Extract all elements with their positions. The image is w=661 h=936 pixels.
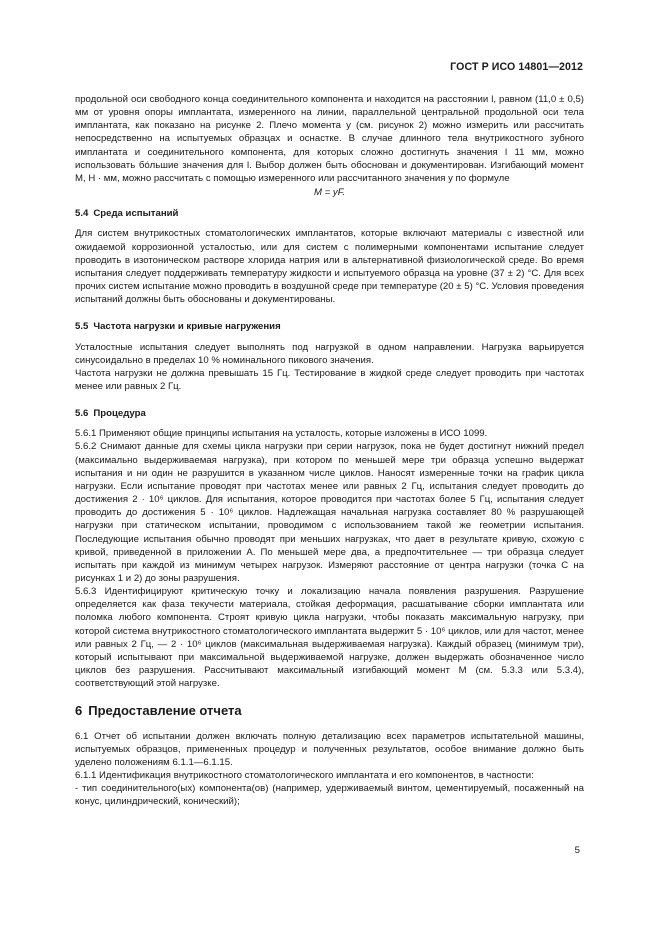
paragraph-6-1: 6.1 Отчет об испытании должен включать полную детализацию всех параметров испытательной машины, испытуемых образцов, примененных процедур и полученных результатов, особое внимание должно быть уделено положениям 6.1.1—6.1.15. xyxy=(75,730,584,768)
section-number: 5.4 xyxy=(75,208,89,220)
document-body xyxy=(75,93,584,809)
section-heading-5-4 xyxy=(75,207,584,220)
paragraph-5-6-3: 5.6.3 Идентифицируют критическую точку и локализацию начала появления разрушения. Разрушение определяется как фаза текучести материала, стойкая деформация, расшатывание сборки имплантата или поломка любого компонента. Строят кривую цикла нагрузки, чтобы показать максимальную нагрузку, при которой система внутрикостного стоматологического имплантата выдержит 5 · 10⁶ циклов, или для частот, менее или равных 2 Гц, — 2 · 10⁶ циклов (максимальная выдерживаемая нагрузка). Каждый образец (минимум три), который испытывают при максимальной выдерживаемой нагрузке, должен выдержать обозначенное число циклов без разрушения. Рассчитывают максимальный изгибающий момент M (см. 5.3.3 или 5.3.4), соответствующий этой нагрузке. xyxy=(75,586,584,690)
formula: M = yF. xyxy=(313,187,345,199)
paragraph-intro: продольной оси свободного конца соединительного компонента и находится на расстоянии l, равном (11,0 ± 0,5) мм от уровня опоры имплантата, измеренного на линии, параллельной центральной продольной оси тела имплантата, как показано на рисунке 2. Плечо момента y (см. рисунок 2) можно измерить или рассчитать непосредственно на испытуемых образцах и оснастке. В случае длинного тела внутрикостного зубного имплантата и соединительного компонента, для которых сложно достигнуть значения l 11 мм, можно использовать бóльшие значения для l. Выбор должен быть обоснован и документирован. Изгибающий момент M, Н · мм, можно рассчитать с помощью измеренного или рассчитанного значения y по формуле xyxy=(75,94,584,184)
section-heading-5-5 xyxy=(75,320,584,333)
section-title: Предоставление отчета xyxy=(88,703,242,719)
paragraph-5-5-b: Частота нагрузки не должна превышать 15 Гц. Тестирование в жидкой среде следует проводить при частотах менее или равных 2 Гц. xyxy=(75,367,584,392)
section-title: Процедура xyxy=(93,408,146,420)
page-number: 5 xyxy=(574,845,580,856)
list-item-connector-type: - тип соединительного(ых) компонента(ов) (например, удерживаемый винтом, цементируемый, посаженный на конус, цилиндрический, конический); xyxy=(75,783,584,808)
paragraph-5-6-1: 5.6.1 Применяют общие принципы испытания на усталость, которые изложены в ИСО 1099. xyxy=(75,428,488,440)
document-header: ГОСТ Р ИСО 14801—2012 xyxy=(450,61,583,73)
paragraph-5-5-a: Усталостные испытания следует выполнять под нагрузкой в одном направлении. Нагрузка варьируется синусоидально в пределах 10 % номинального пикового значения. xyxy=(75,341,584,366)
paragraph-6-1-1: 6.1.1 Идентификация внутрикостного стоматологического имплантата и его компонентов, в частности: xyxy=(75,770,534,782)
section-heading-6 xyxy=(75,704,584,717)
section-title: Среда испытаний xyxy=(93,208,179,220)
section-number: 5.5 xyxy=(75,321,89,333)
section-heading-5-6 xyxy=(75,407,584,420)
section-number: 6 xyxy=(75,703,83,719)
paragraph-5-4: Для систем внутрикостных стоматологических имплантатов, которые включают материалы с известной или ожидаемой коррозионной усталостью, или для систем с полимерными компонентами испытание следует проводить в изотоническом растворе хлорида натрия или в альтернативной физиологической среде. Во время испытания следует поддерживать температуру жидкости и испытуемого образца на уровне (37 ± 2) °С. Для всех прочих систем испытание можно проводить в воздушной среде при температуре (20 ± 5) °С. Условия проведения испытаний должны быть обоснованы и документированы. xyxy=(75,228,584,306)
paragraph-5-6-2: 5.6.2 Снимают данные для схемы цикла нагрузки при серии нагрузок, пока не будет достигнут нижний предел (максимально выдерживаемая нагрузка), при котором по меньшей мере три образца успешно выдержат испытания и ни один не разрушится в указанном числе циклов. Наносят измеренные точки на график цикла нагрузки. Если испытание проводят при частотах менее или равных 2 Гц, испытания следует проводить до достижения 2 · 10⁶ циклов. Для испытания, которое проводится при частотах более 5 Гц, испытания следует проводить до достижения 5 · 10⁶ циклов. Надлежащая начальная нагрузка составляет 80 % разрушающей нагрузки при статическом испытании, проводимом с использованием такой же геометрии испытания. Последующие испытания обычно проводят при меньших нагрузках, что дает в результате кривую, схожую с кривой, приведенной в приложении А. По меньшей мере два, а предпочтительнее — три образца следует испытать при каждой из минимум четырех нагрузок. Измеряют расстояние от центра нагрузки (точка C на рисунках 1 и 2) до зоны разрушения. xyxy=(75,441,584,584)
section-number: 5.6 xyxy=(75,408,89,420)
section-title: Частота нагрузки и кривые нагружения xyxy=(93,321,281,333)
